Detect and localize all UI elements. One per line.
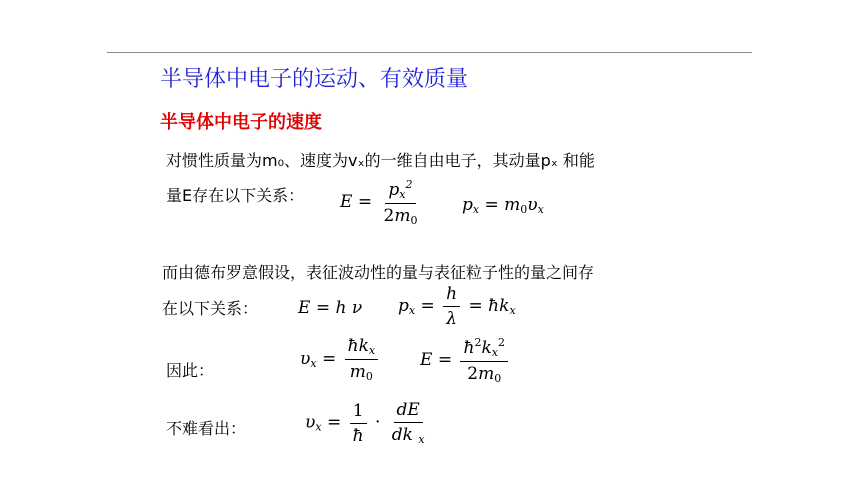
- header-rule: [107, 52, 752, 53]
- slide-title: 半导体中电子的运动、有效质量: [160, 67, 469, 92]
- formula-momentum: $p_x = m_0\upsilon_x$: [462, 195, 544, 216]
- debroglie-line-1: 而由德布罗意假设，表征波动性的量与表征粒子性的量之间存: [162, 263, 595, 282]
- formula-energy-momentum: E = $\frac{p_x^2}{2m_0}$: [340, 178, 418, 227]
- debroglie-line-2: 在以下关系：: [162, 299, 259, 318]
- conclusion-label: 不难看出：: [166, 419, 247, 438]
- therefore-label: 因此：: [166, 361, 215, 380]
- formula-velocity: $\upsilon_x$ = $\frac{ħk_x}{m_0}$: [300, 336, 381, 383]
- formula-group-velocity: $\upsilon_x$ = $\frac{1}{ħ}$ · $\frac{dE}{dk _x}$: [305, 400, 425, 446]
- formula-energy-k: E = $\frac{ħ^2k_x^2}{2m_0}$: [420, 336, 511, 385]
- formula-debroglie: $p_x$ = $\frac{h}{\lambda}$ = $ħk_x$: [398, 284, 516, 329]
- section-subtitle: 半导体中电子的速度: [160, 112, 322, 133]
- intro-line-1: 对惯性质量为m₀、速度为vₓ的一维自由电子，其动量pₓ 和能: [166, 151, 595, 170]
- formula-planck: E = h ν: [298, 298, 363, 318]
- intro-line-2: 量E存在以下关系：: [166, 186, 305, 205]
